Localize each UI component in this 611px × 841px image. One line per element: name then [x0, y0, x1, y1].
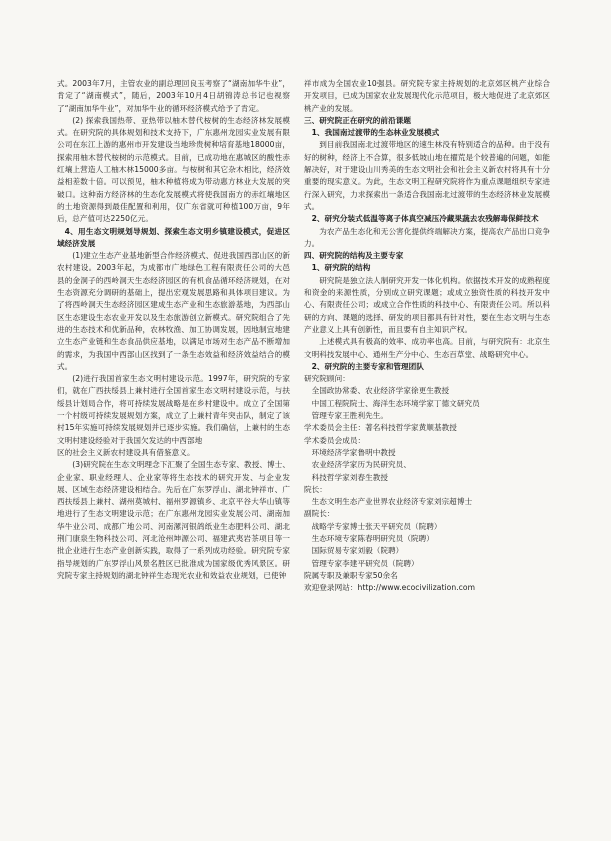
role-label: 院长：: [304, 484, 327, 494]
paragraph: 上述模式具有极高的效率、成功率也高。目前，与研究院有：北京生文明科技发展中心、通州生产分中心、生态百草堂、战略研究中心。: [304, 337, 550, 359]
paragraph: (1)建立生态产业基地新型合作经济模式、促进我国西部山区的新农村建设。2003年起，为成都市广地绿色工程有限责任公司的大邑县的金洞子的西岭洞天生态经济园区的有机食品循环经济规划，在对生态资源充分调研的基础上，提出宏观发展思路和具体项目建议。为了将西岭洞天生态经济园区建成生态产业和生态旅游基地，为西部山区生态建设生态农业开发以及生态旅游创立新模式。研究院组合了先进的生态技术和优新品种，农林牧渔、加工协调发展，因地制宜地建立生态产业链和生态食品供应基地，以满足市场对生态产品不断增加的需求，为我国中西部山区找到了一条生态效益和经济效益结合的模式。: [57, 251, 290, 371]
person-entry: 全国政协常委、农业经济学家徐更生教授: [311, 386, 450, 396]
person-entry: 科技哲学家刘春生教授: [311, 472, 389, 482]
role-label: 学术委员会主任：著名科技哲学家黄顺基教授: [304, 423, 457, 433]
person-entry: 战略学专家博士张天平研究员（院聘）: [311, 521, 442, 531]
right-column: [304, 78, 550, 594]
paragraph: (2) 探索我国热带、亚热带以柚木替代桉树的生态经济林发展模式。在研究院的具体规划和技术支持下，广东惠州龙园实业发展有限公司在东江上游的惠州市开发建设当地珍贵树种培育基地18000亩，探索用柚木替代桉树的示范模式。目前，已成功地在惠城区的酸性赤红壤上营造人工柚木林15000多亩。与桉树和其它杂木相比，经济效益相差数十倍。可以预见，柚木种植将成为带动惠方林业大发展的突破口。这种南方经济林的生态化发展模式将使我国南方的赤红壤地区的土地资源得到最佳配置和利用，仅广东省就可种植100万亩，9年后，总产值可达2250亿元。: [57, 115, 290, 224]
person-entry: 环境经济学家鲁明中教授: [311, 447, 396, 457]
website-line: 欢迎登录网站：http://www.ecocivilization.com: [304, 583, 476, 593]
person-entry: 中国工程院院士、海洋生态环境学家丁德文研究员: [311, 398, 480, 408]
paragraph: 到目前我国南北过渡带地区的速生林没有特别适合的品种。由于没有好的树种，经济上不合算，很多低坡山地在擢荒是个较普遍的问题，如能解决好，对于建设山川秀美的生态文明社会和社会主义新农村将具有十分重要的现实意义。为此，生态文明工程研究院将作为重点课题组织专家进行深入研究，力求探索出一条适合我国南北过渡带的生态经济林业发展模式。: [304, 140, 550, 211]
person-entry: 生态文明生态产业世界农业经济专家刘宗超博士: [311, 497, 473, 507]
left-column: [57, 78, 290, 582]
person-entry: 管理专家王胜利先生。: [311, 411, 389, 421]
paragraph: 式。2003年7月，主管农业的副总理回良玉考察了“湖南加华牛业”，肯定了“湖南模式”，随后，2003年10月4日胡锦涛总书记也视察了“湖南加华牛业”，对加华牛业的循环经济模式给予了肯定。: [57, 79, 290, 113]
paragraph: (2)进行我国首家生态文明村建设示范。1997年，研究院的专家们，就在广西扶绥县上兼村进行全国首家生态文明村建设示范，与扶绥县计划局合作，将可持续发展战略是在乡村建设中。成立了全国第一个村级可持续发展规划方案，成立了上兼村青年突击队，制定了该村15年实施可持续发展规划并已逐步实施。我们确信，上兼村的生态文明村建设经验对于我国欠发达的中西部地: [57, 374, 290, 445]
section-heading: 4、用生态文明规划导规划、探索生态文明乡镇建设模式，促进区域经济发展: [57, 226, 290, 248]
closing-line: 院属专职及兼职专家50余名: [304, 570, 398, 580]
person-entry: 生态环境专家陈春明研究员（院聘）: [311, 533, 434, 543]
subsection-heading: 1、研究院的结构: [311, 263, 371, 273]
paragraph: 为农产品生态化和无公害化提供终端解决方案，提高农产品出口竞争力。: [304, 226, 550, 248]
subsection-heading: 2、研究院的主要专家和管理团队: [311, 361, 424, 371]
person-entry: 管理专家李建平研究员（院聘）: [311, 558, 419, 568]
paragraph: 研究院是独立法人制研究开发一体化机构。依据技术开发的成熟程度和资金的来源性质，分别成立研究课题；或成立独资性质的科技开发中心、有限责任公司；或成立合作性质的科技中心、有限责任公司。所以科研的方向、课题的选择、研发的项目都具有针对性，要在生态文明与生态产业意义上具有创新性，而且要有自主知识产权。: [304, 275, 550, 334]
paragraph: 区的社会主义新农村建设具有借鉴意义。: [57, 447, 195, 457]
person-entry: 国际贸易专家刘毅（院聘）: [311, 546, 404, 556]
role-label: 副院长：: [304, 509, 335, 519]
section-heading: 四、研究院的结构及主要专家: [304, 251, 404, 261]
role-label: 学术委员会成员：: [304, 435, 366, 445]
person-entry: 农业经济学家历为民研究员、: [311, 460, 411, 470]
subsection-heading: 1、我国南过渡带的生态林业发展模式: [311, 128, 440, 138]
paragraph: 祥市成为全国农业10强县。研究院专家主持规划的北京郊区桃产业综合开发项目，已成为国家农业发展现代化示范项目，极大地促进了北京郊区桃产业的发展。: [304, 79, 550, 113]
subsection-heading: 2、研究分装式低温等离子体真空减压冷藏果蔬去农残解毒保鲜技术: [311, 214, 539, 224]
paragraph: (3)研究院在生态文明理念下汇聚了全国生态专家、教授、博士、企业家、职业经理人、企业家等将生态技术的研究开发、与企业发展、区域生态经济建设相结合。先后在广东罗浮山、湖北钟祥市、广西扶绥县上兼村、湖州莫城村、福州罗源镇乡、北京平谷大华山镇等地进行了生态文明建设示范；在广东惠州龙园实业发展公司、湖南加华牛业公司、成都广地公司、河南漯河银鸽纸业生态肥料公司、湖北荆门康泉生物科技公司、河北沧州坤源公司、福建武夷岩茶项目等一批企业进行生态产业创新实践，取得了一系列成功经验。研究院专家指导规划的广东罗浮山风景名胜区已批准成为国家级优秀风景区。研究院专家主持规划的湖北钟祥生态现光农业和效益农业规划，已使钟: [57, 460, 290, 580]
section-heading: 三、研究院正在研究的前沿课题: [304, 115, 412, 125]
role-label: 研究院顾问：: [304, 374, 350, 384]
